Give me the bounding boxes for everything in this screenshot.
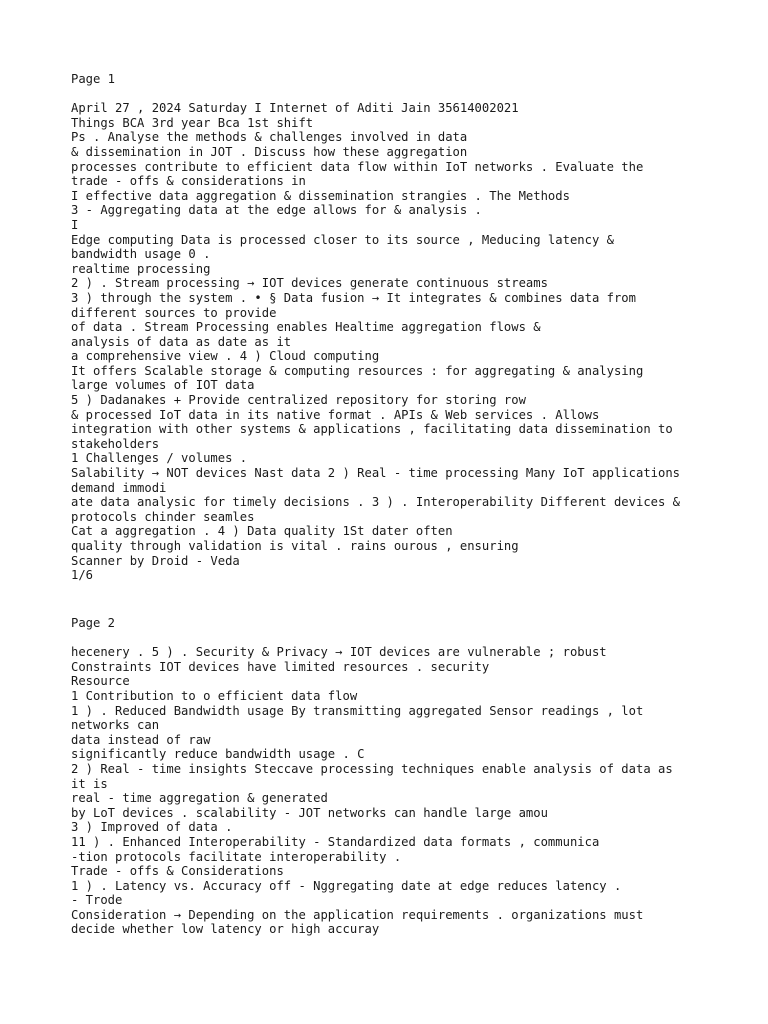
- text-line: different sources to provide: [71, 305, 277, 320]
- text-line: integration with other systems & applications , facilitating data dissemination to: [71, 422, 673, 437]
- text-line: It offers Scalable storage & computing resources : for aggregating & analysing: [71, 363, 644, 378]
- text-line: hecenery . 5 ) . Security & Privacy → IOT devices are vulnerable ; robust: [71, 645, 607, 660]
- page-1-text: [71, 101, 731, 583]
- text-line: 1/6: [71, 568, 94, 583]
- text-line: a comprehensive view . 4 ) Cloud computing: [71, 349, 380, 364]
- page-2-block: [71, 616, 731, 937]
- text-line: real - time aggregation & generated: [71, 791, 328, 806]
- text-line: analysis of data as date as it: [71, 334, 292, 349]
- text-line: - Trode: [71, 893, 123, 908]
- text-line: 3 ) Improved of data .: [71, 820, 233, 835]
- text-line: processes contribute to efficient data flow within IoT networks . Evaluate the: [71, 159, 644, 174]
- text-line: quality through validation is vital . rains ourous , ensuring: [71, 539, 519, 553]
- text-line: 1 ) . Reduced Bandwidth usage By transmitting aggregated Sensor readings , lot: [71, 703, 644, 718]
- text-line: Constraints IOT devices have limited resources . security: [71, 659, 490, 674]
- text-line: 1 Challenges / volumes .: [71, 451, 248, 466]
- page-1-block: [71, 72, 731, 583]
- text-line: decide whether low latency or high accuray: [71, 922, 380, 937]
- page-label: Page 1: [71, 72, 116, 86]
- text-line: demand immodi: [71, 480, 167, 495]
- text-line: Cat a aggregation . 4 ) Data quality 1St dater often: [71, 524, 453, 539]
- text-line: -tion protocols facilitate interoperability .: [71, 849, 402, 864]
- text-line: of data . Stream Processing enables Healtime aggregation flows &: [71, 320, 541, 335]
- text-line: 2 ) Real - time insights Steccave processing techniques enable analysis of data as: [71, 761, 673, 776]
- text-line: & dissemination in JOT . Discuss how these aggregation: [71, 144, 468, 159]
- text-line: networks can: [71, 718, 160, 733]
- text-line: ate data analysic for timely decisions . 3 ) . Interoperability Different devices &: [71, 495, 681, 510]
- text-line: by LoT devices . scalability - JOT networks can handle large amou: [71, 805, 548, 820]
- text-line: I: [71, 217, 79, 232]
- text-line: I effective data aggregation & dissemination strangies . The Methods: [71, 188, 570, 203]
- page-label: Page 2: [71, 616, 116, 630]
- text-line: Edge computing Data is processed closer to its source , Meducing latency &: [71, 232, 614, 247]
- text-line: significantly reduce bandwidth usage . C: [71, 747, 365, 762]
- text-line: stakeholders: [71, 436, 160, 451]
- text-line: 1 ) . Latency vs. Accuracy off - Nggregating date at edge reduces latency .: [71, 878, 622, 893]
- text-line: Resource: [71, 674, 130, 689]
- text-line: bandwidth usage 0 .: [71, 247, 211, 262]
- text-line: 2 ) . Stream processing → IOT devices generate continuous streams: [71, 276, 548, 291]
- text-line: 5 ) Dadanakes + Provide centralized repository for storing row: [71, 393, 526, 408]
- page-2-text: [71, 645, 731, 937]
- text-line: & processed IoT data in its native format . APIs & Web services . Allows: [71, 407, 600, 422]
- text-line: large volumes of IOT data: [71, 378, 255, 393]
- text-line: Things BCA 3rd year Bca 1st shift: [71, 115, 314, 130]
- text-line: Salability → NOT devices Nast data 2 ) Real - time processing Many IoT applications: [71, 466, 681, 481]
- text-line: 3 ) through the system . • § Data fusion → It integrates & combines data from: [71, 290, 636, 305]
- text-line: 1 Contribution to o efficient data flow: [71, 688, 358, 703]
- text-line: realtime processing: [71, 261, 211, 276]
- text-line: Ps . Analyse the methods & challenges involved in data: [71, 130, 468, 145]
- text-line: data instead of raw: [71, 732, 211, 747]
- text-line: protocols chinder seamles: [71, 509, 255, 524]
- text-line: Trade - offs & Considerations: [71, 864, 284, 879]
- text-line: 11 ) . Enhanced Interoperability - Standardized data formats , communica: [71, 834, 600, 849]
- text-line: Scanner by Droid - Veda: [71, 553, 240, 568]
- text-line: April 27 , 2024 Saturday I Internet of Aditi Jain 35614002021: [71, 101, 519, 116]
- text-line: trade - offs & considerations in: [71, 174, 306, 189]
- text-line: Consideration → Depending on the application requirements . organizations must: [71, 907, 644, 922]
- text-line: it is: [71, 776, 108, 791]
- text-line: 3 - Aggregating data at the edge allows for & analysis .: [71, 203, 482, 218]
